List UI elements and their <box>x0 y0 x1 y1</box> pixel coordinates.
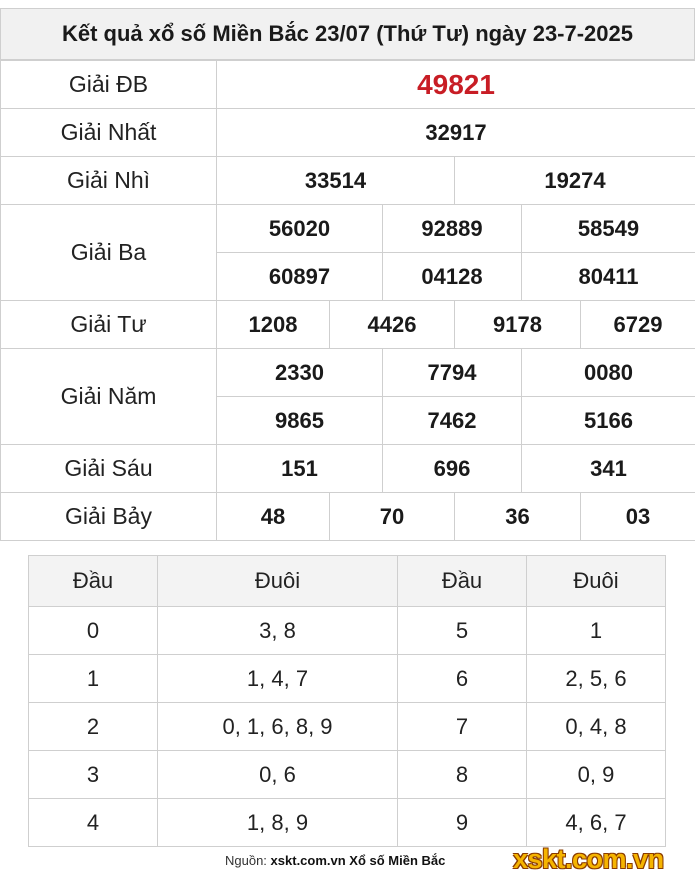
prize-label-bay: Giải Bảy <box>1 493 217 541</box>
stats-cell: 0 <box>29 607 158 655</box>
results-table <box>0 60 695 541</box>
prize-number: 32917 <box>217 109 695 157</box>
prize-label-sau: Giải Sáu <box>1 445 217 493</box>
stats-row <box>29 703 666 751</box>
stats-row <box>29 607 666 655</box>
stats-header-duoi: Đuôi <box>527 556 666 607</box>
prize-row-ba <box>1 205 695 253</box>
prize-label-nhat: Giải Nhất <box>1 109 217 157</box>
prize-number: 92889 <box>383 205 522 253</box>
stats-cell: 2 <box>29 703 158 751</box>
stats-cell: 0, 4, 8 <box>527 703 666 751</box>
prize-number: 7794 <box>383 349 522 397</box>
prize-number: 2330 <box>217 349 383 397</box>
prize-number: 80411 <box>522 253 695 301</box>
source-link[interactable]: xskt.com.vn Xổ số Miền Bắc <box>270 853 446 868</box>
stats-cell: 5 <box>398 607 527 655</box>
prize-number: 696 <box>383 445 522 493</box>
prize-label-db: Giải ĐB <box>1 61 217 109</box>
stats-cell: 4, 6, 7 <box>527 799 666 847</box>
prize-number: 9178 <box>455 301 581 349</box>
prize-number: 7462 <box>383 397 522 445</box>
prize-row-sau <box>1 445 695 493</box>
prize-row-nhat <box>1 109 695 157</box>
prize-number: 6729 <box>581 301 695 349</box>
stats-header-duoi: Đuôi <box>158 556 398 607</box>
prize-number: 151 <box>217 445 383 493</box>
prize-label-nam: Giải Năm <box>1 349 217 445</box>
stats-cell: 6 <box>398 655 527 703</box>
source-note <box>225 853 445 868</box>
prize-number: 9865 <box>217 397 383 445</box>
stats-row <box>29 799 666 847</box>
stats-cell: 1, 4, 7 <box>158 655 398 703</box>
prize-number: 33514 <box>217 157 455 205</box>
prize-row-nam <box>1 349 695 397</box>
stats-cell: 1 <box>29 655 158 703</box>
prize-number: 341 <box>522 445 695 493</box>
stats-cell: 4 <box>29 799 158 847</box>
prize-number: 0080 <box>522 349 695 397</box>
stats-cell: 1 <box>527 607 666 655</box>
stats-row <box>29 655 666 703</box>
prize-number: 03 <box>581 493 695 541</box>
source-label: Nguồn: <box>225 853 267 868</box>
stats-cell: 0, 9 <box>527 751 666 799</box>
stats-cell: 0, 1, 6, 8, 9 <box>158 703 398 751</box>
prize-number: 60897 <box>217 253 383 301</box>
prize-row-nhi <box>1 157 695 205</box>
stats-cell: 2, 5, 6 <box>527 655 666 703</box>
stats-header-dau: Đầu <box>398 556 527 607</box>
stats-header-row <box>29 556 666 607</box>
page-title: Kết quả xổ số Miền Bắc 23/07 (Thứ Tư) ngày 23-7-2025 <box>0 8 695 60</box>
prize-number: 48 <box>217 493 330 541</box>
prize-label-tu: Giải Tư <box>1 301 217 349</box>
prize-number: 1208 <box>217 301 330 349</box>
prize-row-db <box>1 61 695 109</box>
prize-number: 58549 <box>522 205 695 253</box>
prize-number: 70 <box>330 493 455 541</box>
loto-stats-table <box>28 555 666 847</box>
brand-logo: xskt.com.vn <box>513 844 664 874</box>
prize-label-nhi: Giải Nhì <box>1 157 217 205</box>
stats-cell: 7 <box>398 703 527 751</box>
prize-number: 36 <box>455 493 581 541</box>
prize-label-ba: Giải Ba <box>1 205 217 301</box>
prize-number: 4426 <box>330 301 455 349</box>
stats-cell: 1, 8, 9 <box>158 799 398 847</box>
stats-cell: 8 <box>398 751 527 799</box>
special-prize-number: 49821 <box>217 61 695 109</box>
prize-row-tu <box>1 301 695 349</box>
stats-cell: 0, 6 <box>158 751 398 799</box>
stats-cell: 3, 8 <box>158 607 398 655</box>
prize-number: 56020 <box>217 205 383 253</box>
prize-number: 5166 <box>522 397 695 445</box>
stats-row <box>29 751 666 799</box>
stats-cell: 9 <box>398 799 527 847</box>
prize-number: 04128 <box>383 253 522 301</box>
stats-cell: 3 <box>29 751 158 799</box>
stats-header-dau: Đầu <box>29 556 158 607</box>
prize-number: 19274 <box>455 157 695 205</box>
prize-row-bay <box>1 493 695 541</box>
